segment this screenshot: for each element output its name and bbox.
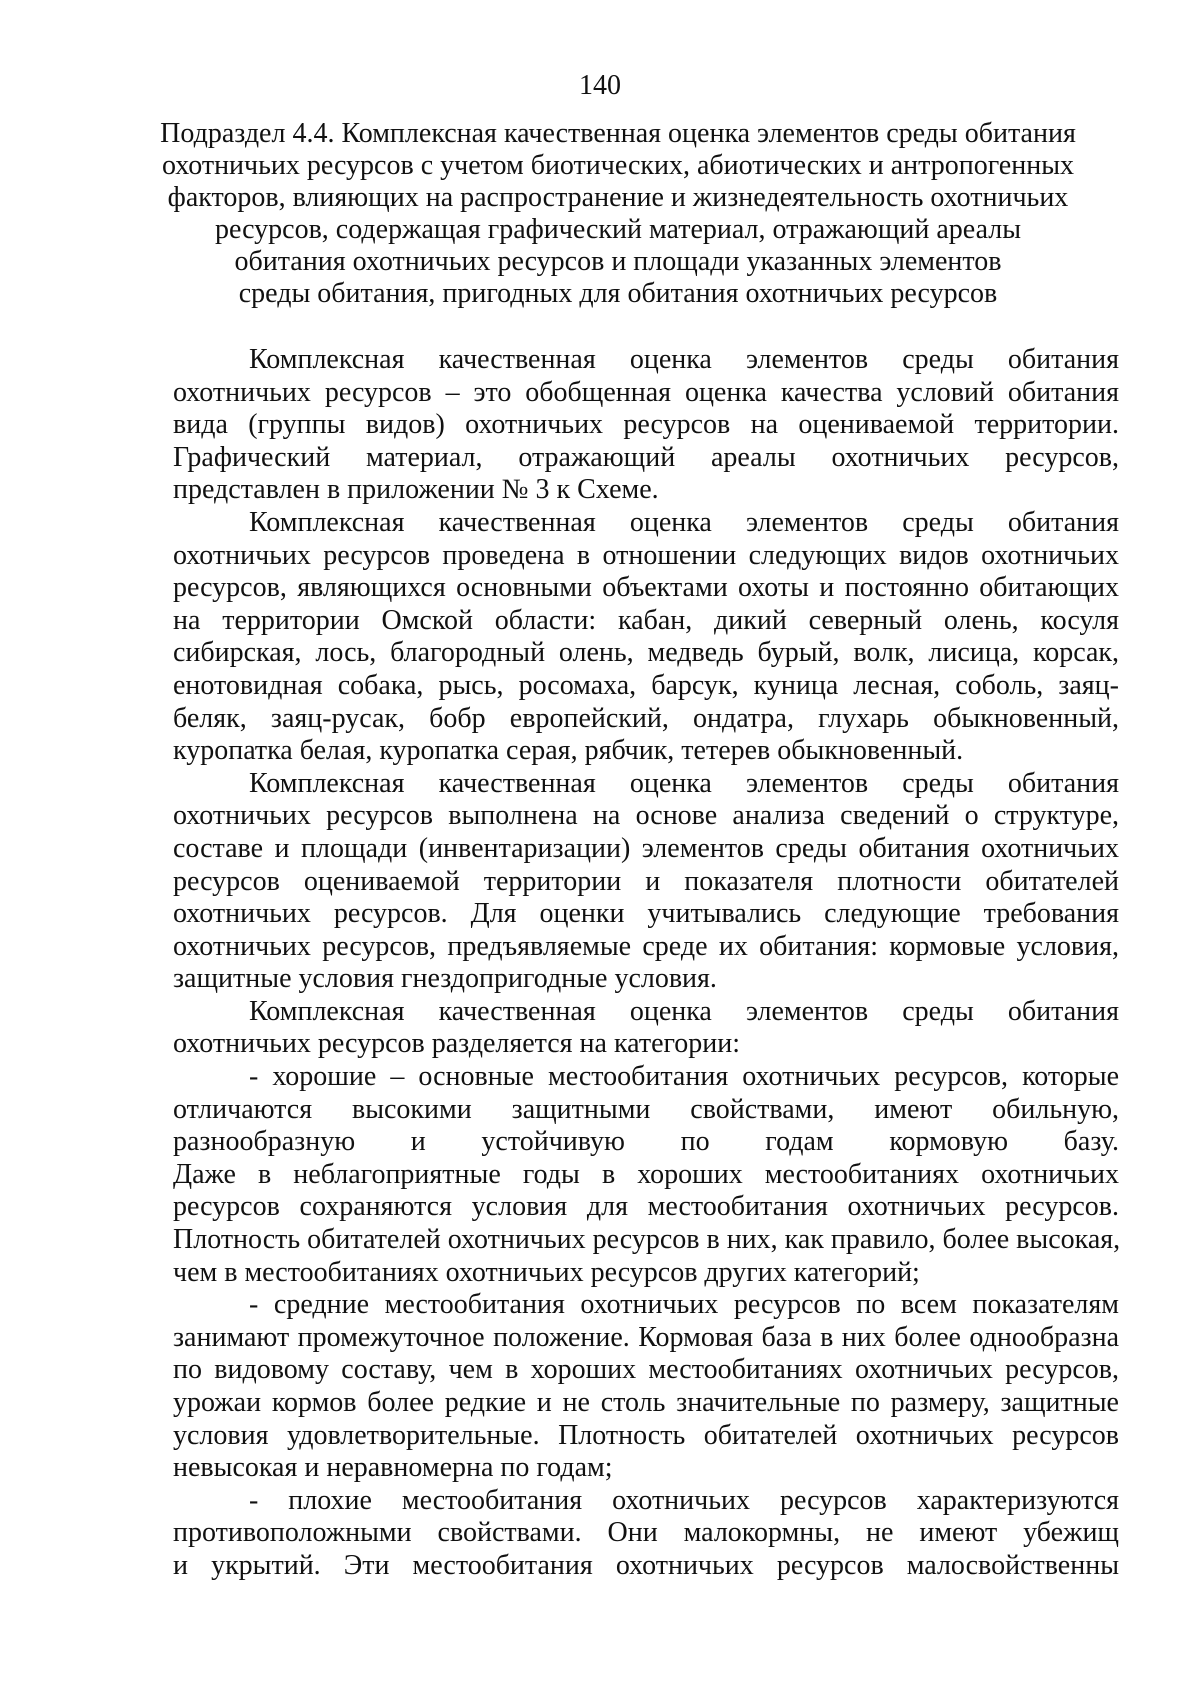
text-line: Комплексная качественная оценка элементов среды обитания [249,767,1119,799]
text-line: охотничьих ресурсов. Для оценки учитывались следующие требования [173,898,1119,930]
paragraph-categories-intro [173,996,1119,1061]
text-line: разнообразную и устойчивую по годам кормовую базу. [173,1126,1119,1158]
body-text [173,344,1119,1583]
text-line: условия удовлетворительные. Плотность обитателей охотничьих ресурсов [173,1419,1119,1451]
text-line: беляк, заяц-русак, бобр европейский, ондатра, глухарь обыкновенный, [173,702,1119,734]
text-line: составе и площади (инвентаризации) элементов среды обитания охотничьих [173,832,1119,864]
text-line: по видовому составу, чем в хороших местообитаниях охотничьих ресурсов, [173,1354,1119,1386]
text-line: охотничьих ресурсов выполнена на основе анализа сведений о структуре, [173,800,1119,832]
text-line: ресурсов оцениваемой территории и показателя плотности обитателей [173,865,1119,897]
text-line: Комплексная качественная оценка элементов среды обитания [249,344,1119,375]
text-line: охотничьих ресурсов разделяется на категории: [173,1028,741,1060]
text-line: на территории Омской области: кабан, дикий северный олень, косуля [173,604,1119,636]
text-line: невысокая и неравномерна по годам; [173,1452,613,1484]
text-line: Графический материал, отражающий ареалы охотничьих ресурсов, [173,441,1119,473]
heading-line: Подраздел 4.4. Комплексная качественная оценка элементов среды обитания [160,118,1076,149]
text-line: охотничьих ресурсов проведена в отношении следующих видов охотничьих [173,539,1119,571]
text-line: Плотность обитателей охотничьих ресурсов в них, как правило, более высокая, [173,1224,1121,1256]
list-item-good-habitats [173,1061,1119,1289]
text-line: Комплексная качественная оценка элементов среды обитания [249,506,1119,538]
text-line: Комплексная качественная оценка элементов среды обитания [249,995,1119,1027]
text-line: противоположными свойствами. Они малокормны, не имеют убежищ [173,1517,1119,1549]
text-line: Даже в неблагоприятные годы в хороших местообитаниях охотничьих [173,1158,1119,1190]
text-line: - плохие местообитания охотничьих ресурсов характеризуются [249,1484,1119,1516]
page-number: 140 [579,70,621,101]
text-line: охотничьих ресурсов – это обобщенная оценка качества условий обитания [173,376,1119,408]
text-line: и укрытий. Эти местообитания охотничьих ресурсов малосвойственны [173,1549,1119,1581]
text-line: занимают промежуточное положение. Кормовая база в них более однообразна [173,1321,1119,1353]
text-line: - хорошие – основные местообитания охотничьих ресурсов, которые [249,1061,1119,1093]
text-line: енотовидная собака, рысь, росомаха, барсук, куница лесная, соболь, заяц- [173,669,1119,701]
paragraph-overview [173,344,1119,507]
text-line: - средние местообитания охотничьих ресурсов по всем показателям [249,1289,1119,1321]
list-item-poor-habitats [173,1485,1119,1583]
heading-line: охотничьих ресурсов с учетом биотических, абиотических и антропогенных [161,150,1075,181]
text-line: охотничьих ресурсов, предъявляемые среде их обитания: кормовые условия, [173,930,1119,962]
heading-line: среды обитания, пригодных для обитания охотничьих ресурсов [238,278,998,309]
text-line: защитные условия гнездопригодные условия. [173,963,717,995]
heading-line: ресурсов, содержащая графический материал, отражающий ареалы [214,214,1022,245]
text-line: урожаи кормов более редкие и не столь значительные по размеру, защитные [173,1387,1119,1418]
heading-line: факторов, влияющих на распространение и жизнедеятельность охотничьих [167,182,1069,213]
section-heading [150,118,1086,310]
list-item-average-habitats [173,1289,1119,1485]
text-line: отличаются высокими защитными свойствами, имеют обильную, [173,1093,1119,1125]
heading-line: обитания охотничьих ресурсов и площади указанных элементов [234,246,1002,277]
text-line: вида (группы видов) охотничьих ресурсов на оцениваемой территории. [173,409,1119,441]
text-line: куропатка белая, куропатка серая, рябчик, тетерев обыкновенный. [173,735,964,767]
text-line: чем в местообитаниях охотничьих ресурсов других категорий; [173,1256,920,1288]
paragraph-method [173,768,1119,996]
text-line: ресурсов сохраняются условия для местообитания охотничьих ресурсов. [173,1191,1119,1223]
text-line: сибирская, лось, благородный олень, медведь бурый, волк, лисица, корсак, [173,637,1119,669]
paragraph-species-list [173,507,1119,768]
text-line: ресурсов, являющихся основными объектами охоты и постоянно обитающих [173,572,1119,604]
text-line: представлен в приложении № 3 к Схеме. [173,474,659,506]
